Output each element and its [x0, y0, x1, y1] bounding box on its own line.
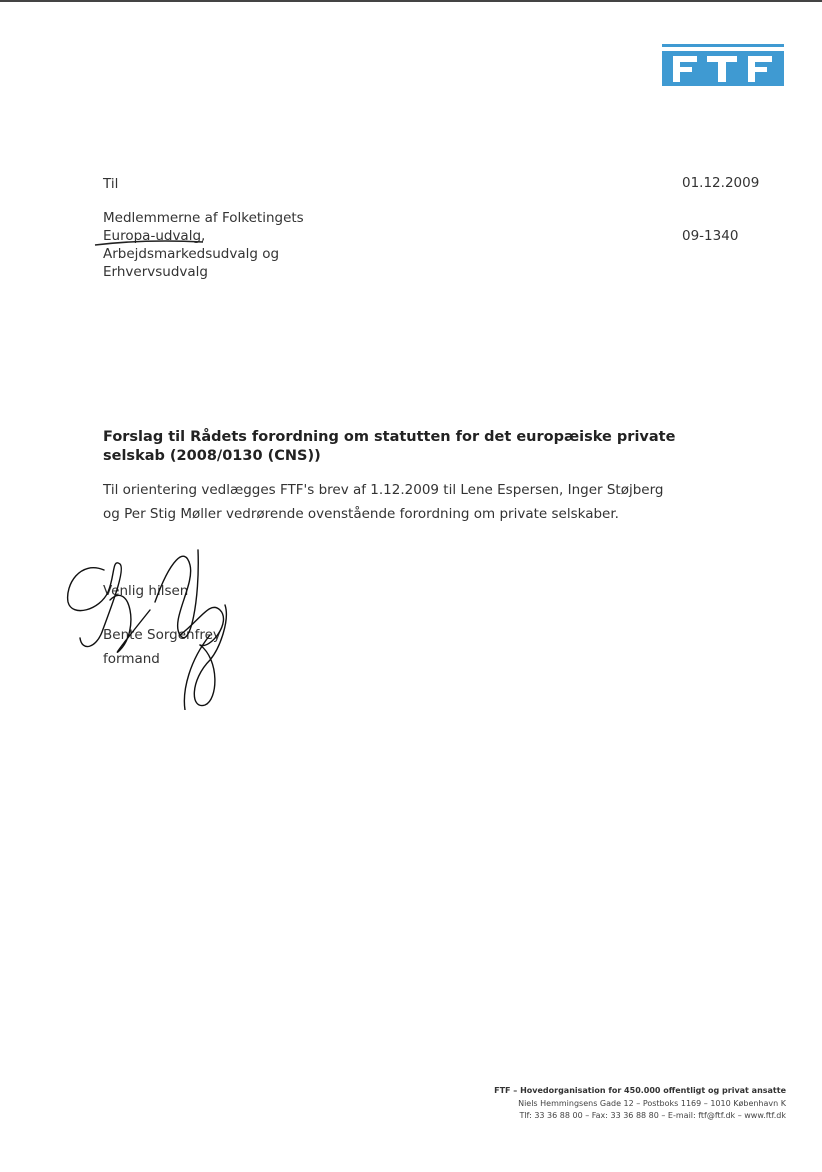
to-label: Til [103, 176, 119, 192]
recipient-line: Erhvervsudvalg [103, 264, 208, 280]
footer-contact-line: Tlf: 33 36 88 00 – Fax: 33 36 88 80 – E-mail: ftf@ftf.dk – www.ftf.dk [519, 1111, 786, 1120]
letter-footer [494, 1085, 786, 1123]
handwritten-underline-mark [95, 237, 205, 249]
recipient-line: Arbejdsmarkedsudvalg og [103, 246, 280, 262]
recipient-line: Medlemmerne af Folketingets [103, 210, 304, 226]
ftf-logo-icon [662, 44, 784, 86]
recipient-block [103, 209, 304, 281]
greeting: Venlig hilsen [103, 583, 189, 599]
letter-date: 01.12.2009 [682, 175, 760, 191]
recipient-line: Europa-udvalg, [103, 227, 304, 245]
reference-number: 09-1340 [682, 228, 739, 244]
footer-org-line: FTF – Hovedorganisation for 450.000 offentligt og privat ansatte [494, 1086, 786, 1095]
signer-title: formand [103, 651, 160, 667]
footer-address-line: Niels Hemmingsens Gade 12 – Postboks 1169 – 1010 København K [518, 1098, 786, 1108]
signer-name: Bente Sorgenfrey [103, 627, 221, 643]
subject-heading: Forslag til Rådets forordning om statutten for det europæiske private selskab (2008/0130 (CNS)) [103, 429, 676, 464]
body-paragraph: Til orientering vedlægges FTF's brev af 1.12.2009 til Lene Espersen, Inger Støjberg og Per Stig Møller vedrørende ovenstående forordning om private selskaber. [103, 482, 664, 522]
handwritten-signature [60, 540, 250, 710]
top-edge-rule [0, 0, 822, 2]
